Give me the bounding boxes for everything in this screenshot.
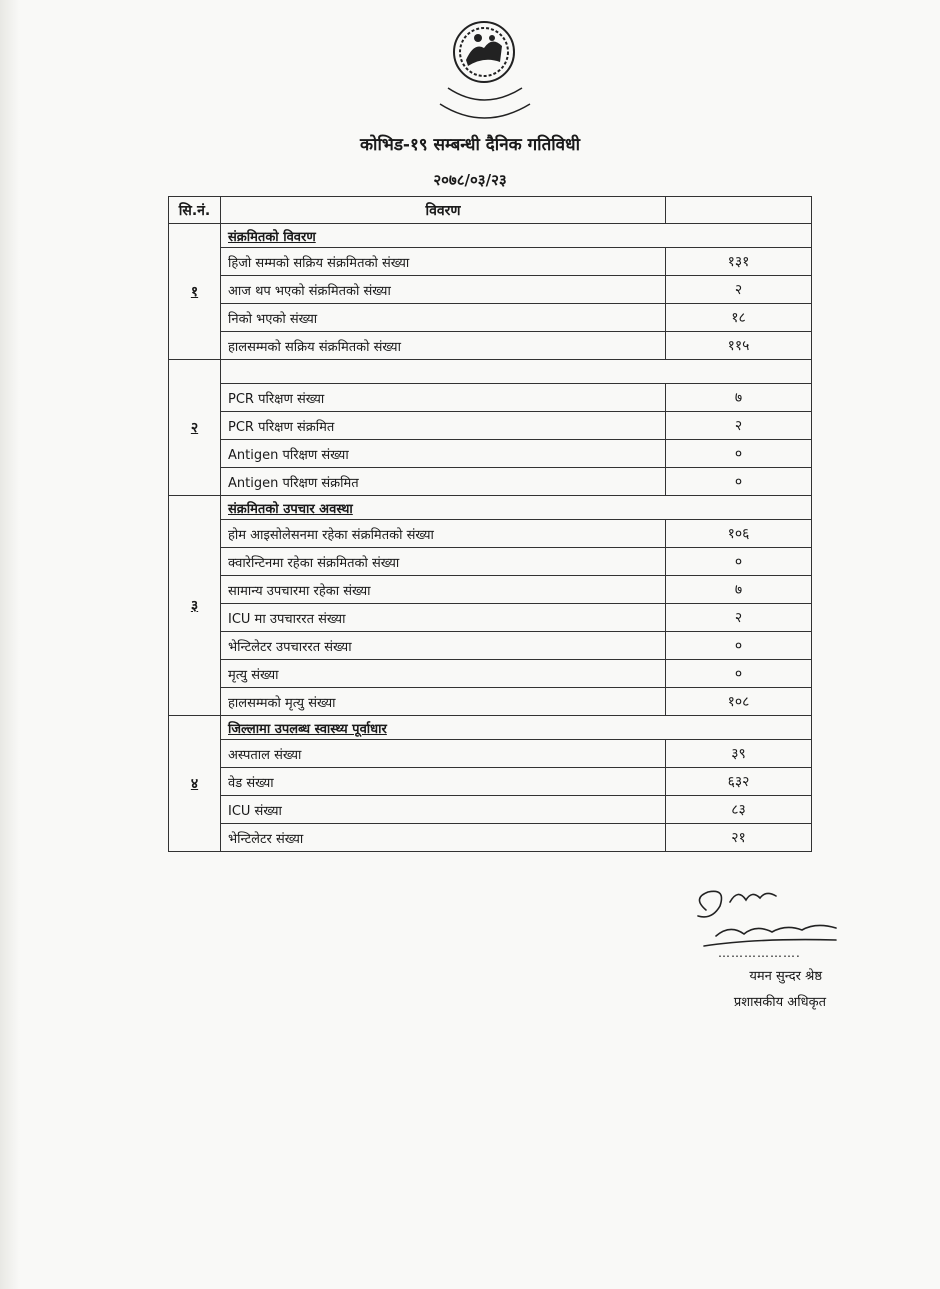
table-row bbox=[169, 548, 812, 576]
section-row bbox=[169, 716, 812, 740]
table-row bbox=[169, 660, 812, 688]
row-value: ० bbox=[666, 440, 812, 468]
table-row bbox=[169, 332, 812, 360]
government-seal-icon bbox=[418, 12, 550, 142]
section-title: जिल्लामा उपलब्ध स्वास्थ्य पूर्वाधार bbox=[221, 716, 812, 740]
table-row bbox=[169, 824, 812, 852]
row-value: ६३२ bbox=[666, 768, 812, 796]
row-label: अस्पताल संख्या bbox=[221, 740, 666, 768]
table-row bbox=[169, 576, 812, 604]
row-value: १३१ bbox=[666, 248, 812, 276]
row-value: ११५ bbox=[666, 332, 812, 360]
row-value: १०६ bbox=[666, 520, 812, 548]
row-label: सामान्य उपचारमा रहेका संख्या bbox=[221, 576, 666, 604]
table-row bbox=[169, 248, 812, 276]
serial-number-cell: १ bbox=[169, 224, 221, 360]
header-serial: सि.नं. bbox=[169, 197, 221, 224]
serial-number-cell: ४ bbox=[169, 716, 221, 852]
table-row bbox=[169, 440, 812, 468]
table-row bbox=[169, 468, 812, 496]
row-value: २ bbox=[666, 276, 812, 304]
row-value: २ bbox=[666, 604, 812, 632]
row-label: वेड संख्या bbox=[221, 768, 666, 796]
section-title: संक्रमितको उपचार अवस्था bbox=[221, 496, 812, 520]
row-label: Antigen परिक्षण संख्या bbox=[221, 440, 666, 468]
table-row bbox=[169, 688, 812, 716]
row-label: भेन्टिलेटर संख्या bbox=[221, 824, 666, 852]
row-label: PCR परिक्षण संख्या bbox=[221, 384, 666, 412]
row-label: ICU मा उपचाररत संख्या bbox=[221, 604, 666, 632]
signature-dots: ………………. bbox=[718, 946, 801, 960]
table-body bbox=[169, 224, 812, 852]
table-row bbox=[169, 740, 812, 768]
signatory-name: यमन सुन्दर श्रेष्ठ bbox=[749, 969, 822, 984]
row-label: भेन्टिलेटर उपचाररत संख्या bbox=[221, 632, 666, 660]
row-value: ० bbox=[666, 548, 812, 576]
table-row bbox=[169, 304, 812, 332]
row-value: ० bbox=[666, 632, 812, 660]
row-value: ० bbox=[666, 660, 812, 688]
section-row bbox=[169, 360, 812, 384]
table-row bbox=[169, 276, 812, 304]
table-row bbox=[169, 384, 812, 412]
row-value: ० bbox=[666, 468, 812, 496]
row-value: ३९ bbox=[666, 740, 812, 768]
table-row bbox=[169, 604, 812, 632]
serial-number-cell: २ bbox=[169, 360, 221, 496]
row-label: आज थप भएको संक्रमितको संख्या bbox=[221, 276, 666, 304]
page-edge-shadow bbox=[0, 0, 20, 1289]
header-description: विवरण bbox=[221, 197, 666, 224]
section-title: संक्रमितको विवरण bbox=[221, 224, 812, 248]
row-value: २ bbox=[666, 412, 812, 440]
row-label: निको भएको संख्या bbox=[221, 304, 666, 332]
table-header-row bbox=[169, 197, 812, 224]
table-row bbox=[169, 632, 812, 660]
row-value: २१ bbox=[666, 824, 812, 852]
document-title: कोभिड-१९ सम्बन्धी दैनिक गतिविधी bbox=[360, 135, 580, 155]
section-row bbox=[169, 496, 812, 520]
header-value bbox=[666, 197, 812, 224]
table-row bbox=[169, 520, 812, 548]
row-label: हालसम्मको सक्रिय संक्रमितको संख्या bbox=[221, 332, 666, 360]
row-label: क्वारेन्टिनमा रहेका संक्रमितको संख्या bbox=[221, 548, 666, 576]
section-row bbox=[169, 224, 812, 248]
row-label: ICU संख्या bbox=[221, 796, 666, 824]
row-value: ७ bbox=[666, 576, 812, 604]
covid-stats-table bbox=[168, 196, 812, 852]
row-label: PCR परिक्षण संक्रमित bbox=[221, 412, 666, 440]
serial-number-cell: ३ bbox=[169, 496, 221, 716]
table-row bbox=[169, 768, 812, 796]
row-value: ७ bbox=[666, 384, 812, 412]
row-label: Antigen परिक्षण संक्रमित bbox=[221, 468, 666, 496]
table-row bbox=[169, 412, 812, 440]
row-value: ८३ bbox=[666, 796, 812, 824]
row-label: होम आइसोलेसनमा रहेका संक्रमितको संख्या bbox=[221, 520, 666, 548]
row-value: १०८ bbox=[666, 688, 812, 716]
table-row bbox=[169, 796, 812, 824]
row-value: १८ bbox=[666, 304, 812, 332]
section-title bbox=[221, 360, 812, 384]
row-label: हालसम्मको मृत्यु संख्या bbox=[221, 688, 666, 716]
row-label: मृत्यु संख्या bbox=[221, 660, 666, 688]
document-date: २०७८/०३/२३ bbox=[433, 171, 507, 189]
signatory-designation: प्रशासकीय अधिकृत bbox=[733, 995, 826, 1010]
row-label: हिजो सम्मको सक्रिय संक्रमितको संख्या bbox=[221, 248, 666, 276]
